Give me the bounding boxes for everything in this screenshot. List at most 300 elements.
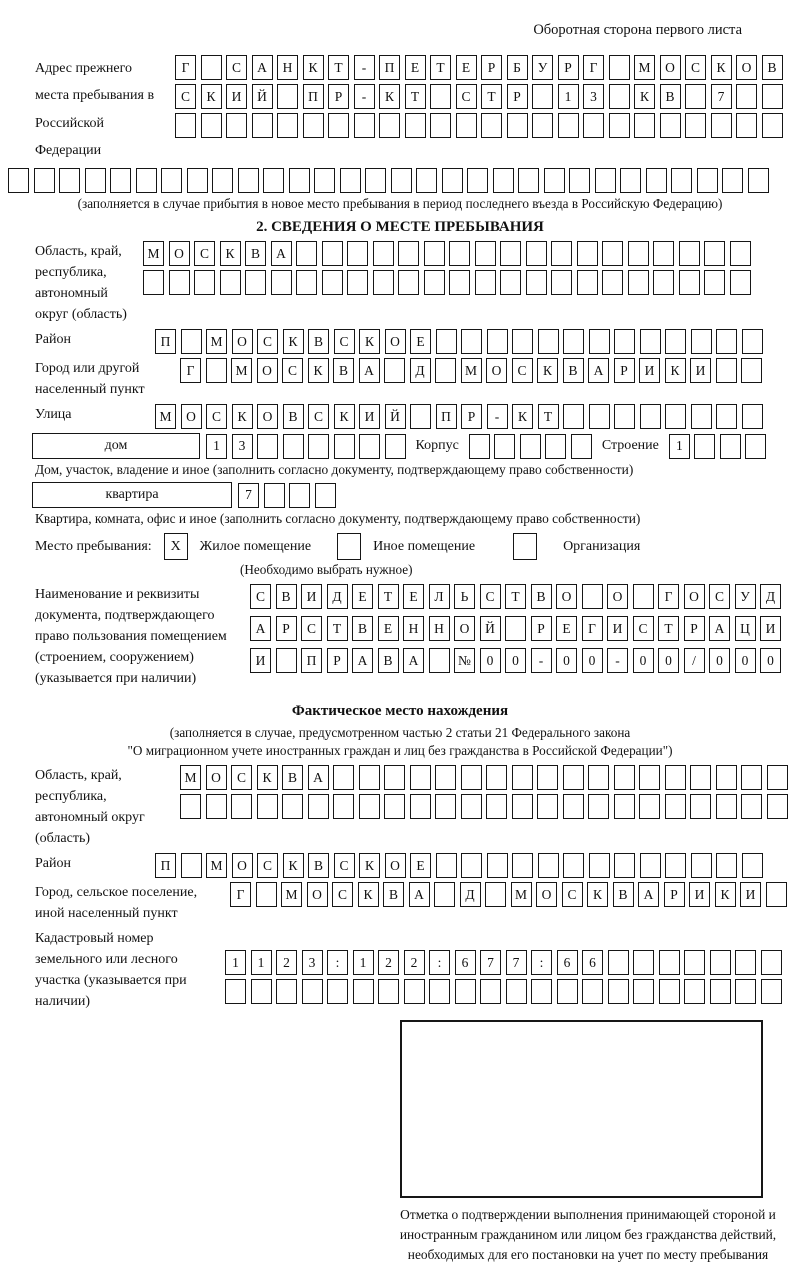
char-cell[interactable] [653, 270, 674, 295]
char-cell[interactable] [735, 950, 756, 975]
char-cell[interactable] [526, 270, 547, 295]
char-cell[interactable] [256, 882, 277, 907]
char-cell[interactable] [434, 882, 455, 907]
char-cell[interactable]: В [378, 648, 399, 673]
char-cell[interactable]: Й [480, 616, 501, 641]
char-cell[interactable]: К [359, 329, 380, 354]
char-cell[interactable] [660, 113, 681, 138]
char-cell[interactable]: 7 [506, 950, 527, 975]
char-cell[interactable] [410, 404, 431, 429]
char-cell[interactable] [640, 329, 661, 354]
char-cell[interactable]: М [231, 358, 252, 383]
char-cell[interactable] [430, 84, 451, 109]
char-cell[interactable]: К [232, 404, 253, 429]
char-cell[interactable]: С [206, 404, 227, 429]
char-cell[interactable]: Д [760, 584, 781, 609]
char-cell[interactable] [263, 168, 284, 193]
char-cell[interactable]: 1 [353, 950, 374, 975]
char-cell[interactable]: О [257, 404, 278, 429]
char-cell[interactable] [487, 329, 508, 354]
char-cell[interactable] [563, 404, 584, 429]
char-cell[interactable] [220, 270, 241, 295]
char-cell[interactable]: С [194, 241, 215, 266]
char-cell[interactable] [710, 979, 731, 1004]
char-cell[interactable] [512, 765, 533, 790]
char-cell[interactable] [252, 113, 273, 138]
char-cell[interactable]: И [301, 584, 322, 609]
char-cell[interactable]: / [684, 648, 705, 673]
char-cell[interactable] [289, 168, 310, 193]
char-cell[interactable]: 7 [238, 483, 259, 508]
char-cell[interactable]: С [512, 358, 533, 383]
char-cell[interactable] [569, 168, 590, 193]
char-cell[interactable] [532, 113, 553, 138]
char-cell[interactable]: С [633, 616, 654, 641]
char-cell[interactable]: М [143, 241, 164, 266]
char-cell[interactable]: И [740, 882, 761, 907]
dom-field[interactable]: дом [32, 433, 200, 459]
char-cell[interactable] [85, 168, 106, 193]
char-cell[interactable] [716, 358, 737, 383]
char-cell[interactable]: Р [328, 84, 349, 109]
char-cell[interactable]: Г [175, 55, 196, 80]
char-cell[interactable] [735, 979, 756, 1004]
char-cell[interactable]: С [456, 84, 477, 109]
char-cell[interactable]: И [226, 84, 247, 109]
char-cell[interactable]: В [308, 329, 329, 354]
char-cell[interactable] [384, 765, 405, 790]
char-cell[interactable] [685, 113, 706, 138]
char-cell[interactable] [456, 113, 477, 138]
char-cell[interactable] [436, 329, 457, 354]
char-cell[interactable]: М [206, 853, 227, 878]
char-cell[interactable]: С [301, 616, 322, 641]
char-cell[interactable]: 2 [378, 950, 399, 975]
char-cell[interactable] [385, 434, 406, 459]
char-cell[interactable]: Е [378, 616, 399, 641]
char-cell[interactable] [238, 168, 259, 193]
char-cell[interactable] [461, 853, 482, 878]
char-cell[interactable]: М [634, 55, 655, 80]
char-cell[interactable] [378, 979, 399, 1004]
char-cell[interactable] [659, 979, 680, 1004]
char-cell[interactable] [558, 113, 579, 138]
char-cell[interactable] [404, 979, 425, 1004]
char-cell[interactable]: Д [327, 584, 348, 609]
char-cell[interactable] [194, 270, 215, 295]
char-cell[interactable] [518, 168, 539, 193]
char-cell[interactable]: Л [429, 584, 450, 609]
char-cell[interactable]: - [354, 55, 375, 80]
char-cell[interactable]: 3 [232, 434, 253, 459]
char-cell[interactable] [424, 270, 445, 295]
char-cell[interactable]: Р [664, 882, 685, 907]
char-cell[interactable] [716, 404, 737, 429]
char-cell[interactable] [520, 434, 541, 459]
char-cell[interactable]: К [257, 765, 278, 790]
char-cell[interactable] [537, 794, 558, 819]
char-cell[interactable]: С [334, 329, 355, 354]
char-cell[interactable] [563, 794, 584, 819]
char-cell[interactable]: С [231, 765, 252, 790]
char-cell[interactable] [588, 765, 609, 790]
char-cell[interactable]: О [556, 584, 577, 609]
char-cell[interactable] [512, 853, 533, 878]
char-cell[interactable] [225, 979, 246, 1004]
char-cell[interactable]: О [232, 853, 253, 878]
char-cell[interactable]: В [762, 55, 783, 80]
char-cell[interactable] [353, 979, 374, 1004]
char-cell[interactable]: Г [658, 584, 679, 609]
char-cell[interactable]: Б [507, 55, 528, 80]
char-cell[interactable] [429, 648, 450, 673]
char-cell[interactable] [614, 329, 635, 354]
char-cell[interactable] [461, 794, 482, 819]
char-cell[interactable] [296, 241, 317, 266]
char-cell[interactable] [379, 113, 400, 138]
char-cell[interactable]: Р [276, 616, 297, 641]
char-cell[interactable] [704, 241, 725, 266]
char-cell[interactable]: Т [505, 584, 526, 609]
char-cell[interactable] [659, 950, 680, 975]
char-cell[interactable] [722, 168, 743, 193]
char-cell[interactable]: К [634, 84, 655, 109]
char-cell[interactable]: Ц [735, 616, 756, 641]
char-cell[interactable] [684, 979, 705, 1004]
char-cell[interactable]: 0 [658, 648, 679, 673]
char-cell[interactable]: 7 [711, 84, 732, 109]
char-cell[interactable] [748, 168, 769, 193]
char-cell[interactable] [691, 853, 712, 878]
char-cell[interactable] [633, 979, 654, 1004]
char-cell[interactable] [410, 765, 431, 790]
char-cell[interactable]: Т [538, 404, 559, 429]
char-cell[interactable]: 3 [302, 950, 323, 975]
char-cell[interactable]: В [352, 616, 373, 641]
char-cell[interactable]: П [155, 853, 176, 878]
char-cell[interactable]: И [359, 404, 380, 429]
char-cell[interactable]: Й [385, 404, 406, 429]
char-cell[interactable]: 3 [583, 84, 604, 109]
char-cell[interactable] [201, 55, 222, 80]
char-cell[interactable]: К [220, 241, 241, 266]
char-cell[interactable]: К [379, 84, 400, 109]
char-cell[interactable] [602, 241, 623, 266]
char-cell[interactable]: 0 [480, 648, 501, 673]
char-cell[interactable]: О [660, 55, 681, 80]
char-cell[interactable]: Е [405, 55, 426, 80]
char-cell[interactable]: К [359, 853, 380, 878]
char-cell[interactable]: Н [429, 616, 450, 641]
char-cell[interactable] [633, 950, 654, 975]
char-cell[interactable] [283, 434, 304, 459]
char-cell[interactable]: С [257, 853, 278, 878]
char-cell[interactable] [537, 765, 558, 790]
char-cell[interactable]: 0 [582, 648, 603, 673]
char-cell[interactable]: М [461, 358, 482, 383]
char-cell[interactable]: - [354, 84, 375, 109]
char-cell[interactable]: Т [327, 616, 348, 641]
char-cell[interactable]: М [155, 404, 176, 429]
char-cell[interactable]: 0 [735, 648, 756, 673]
char-cell[interactable] [430, 113, 451, 138]
char-cell[interactable] [582, 584, 603, 609]
char-cell[interactable]: С [250, 584, 271, 609]
char-cell[interactable]: 6 [557, 950, 578, 975]
char-cell[interactable] [609, 84, 630, 109]
char-cell[interactable]: : [327, 950, 348, 975]
char-cell[interactable] [485, 882, 506, 907]
char-cell[interactable] [276, 979, 297, 1004]
char-cell[interactable]: К [303, 55, 324, 80]
char-cell[interactable]: С [282, 358, 303, 383]
char-cell[interactable]: Е [352, 584, 373, 609]
char-cell[interactable] [742, 853, 763, 878]
char-cell[interactable] [639, 765, 660, 790]
char-cell[interactable]: А [352, 648, 373, 673]
char-cell[interactable]: О [684, 584, 705, 609]
char-cell[interactable] [8, 168, 29, 193]
char-cell[interactable] [741, 358, 762, 383]
char-cell[interactable]: 0 [556, 648, 577, 673]
char-cell[interactable]: К [711, 55, 732, 80]
char-cell[interactable] [480, 979, 501, 1004]
char-cell[interactable]: Е [403, 584, 424, 609]
char-cell[interactable]: У [532, 55, 553, 80]
char-cell[interactable]: В [276, 584, 297, 609]
char-cell[interactable] [633, 584, 654, 609]
char-cell[interactable] [206, 358, 227, 383]
char-cell[interactable] [455, 979, 476, 1004]
char-cell[interactable] [257, 434, 278, 459]
char-cell[interactable]: В [282, 765, 303, 790]
char-cell[interactable]: Т [328, 55, 349, 80]
char-cell[interactable]: С [257, 329, 278, 354]
char-cell[interactable] [716, 794, 737, 819]
char-cell[interactable] [475, 241, 496, 266]
char-cell[interactable]: О [736, 55, 757, 80]
char-cell[interactable] [212, 168, 233, 193]
char-cell[interactable] [449, 270, 470, 295]
char-cell[interactable] [442, 168, 463, 193]
char-cell[interactable]: Т [405, 84, 426, 109]
char-cell[interactable] [373, 270, 394, 295]
char-cell[interactable]: В [308, 853, 329, 878]
char-cell[interactable] [359, 765, 380, 790]
char-cell[interactable] [710, 950, 731, 975]
char-cell[interactable]: О [206, 765, 227, 790]
char-cell[interactable] [609, 113, 630, 138]
char-cell[interactable] [506, 979, 527, 1004]
char-cell[interactable]: А [588, 358, 609, 383]
char-cell[interactable] [563, 853, 584, 878]
char-cell[interactable] [653, 241, 674, 266]
char-cell[interactable]: О [607, 584, 628, 609]
char-cell[interactable]: С [175, 84, 196, 109]
char-cell[interactable]: С [709, 584, 730, 609]
char-cell[interactable]: М [511, 882, 532, 907]
char-cell[interactable]: М [180, 765, 201, 790]
char-cell[interactable]: 1 [669, 434, 690, 459]
char-cell[interactable] [245, 270, 266, 295]
char-cell[interactable]: Р [327, 648, 348, 673]
char-cell[interactable]: В [531, 584, 552, 609]
checkbox-inoe[interactable] [337, 533, 361, 560]
checkbox-org[interactable] [513, 533, 537, 560]
char-cell[interactable] [289, 483, 310, 508]
char-cell[interactable] [532, 84, 553, 109]
char-cell[interactable] [639, 794, 660, 819]
char-cell[interactable]: Е [410, 853, 431, 878]
char-cell[interactable] [602, 270, 623, 295]
char-cell[interactable]: Г [583, 55, 604, 80]
char-cell[interactable] [716, 329, 737, 354]
char-cell[interactable]: Н [277, 55, 298, 80]
char-cell[interactable] [391, 168, 412, 193]
char-cell[interactable] [487, 853, 508, 878]
char-cell[interactable]: Ь [454, 584, 475, 609]
char-cell[interactable]: Е [456, 55, 477, 80]
char-cell[interactable]: К [537, 358, 558, 383]
char-cell[interactable] [767, 794, 788, 819]
char-cell[interactable]: С [332, 882, 353, 907]
char-cell[interactable] [614, 404, 635, 429]
char-cell[interactable] [359, 434, 380, 459]
char-cell[interactable]: 2 [276, 950, 297, 975]
char-cell[interactable]: К [665, 358, 686, 383]
char-cell[interactable] [416, 168, 437, 193]
char-cell[interactable] [544, 168, 565, 193]
char-cell[interactable]: А [271, 241, 292, 266]
char-cell[interactable]: 6 [455, 950, 476, 975]
char-cell[interactable] [161, 168, 182, 193]
char-cell[interactable]: С [480, 584, 501, 609]
char-cell[interactable]: С [226, 55, 247, 80]
char-cell[interactable]: И [639, 358, 660, 383]
char-cell[interactable]: К [358, 882, 379, 907]
char-cell[interactable] [201, 113, 222, 138]
char-cell[interactable]: В [563, 358, 584, 383]
char-cell[interactable]: И [690, 358, 711, 383]
char-cell[interactable]: - [531, 648, 552, 673]
char-cell[interactable] [435, 358, 456, 383]
char-cell[interactable]: О [169, 241, 190, 266]
char-cell[interactable]: И [607, 616, 628, 641]
char-cell[interactable] [481, 113, 502, 138]
char-cell[interactable] [359, 794, 380, 819]
char-cell[interactable] [742, 404, 763, 429]
char-cell[interactable]: А [709, 616, 730, 641]
char-cell[interactable] [665, 765, 686, 790]
char-cell[interactable]: : [531, 950, 552, 975]
char-cell[interactable] [512, 794, 533, 819]
char-cell[interactable] [110, 168, 131, 193]
char-cell[interactable] [614, 853, 635, 878]
char-cell[interactable] [34, 168, 55, 193]
char-cell[interactable]: С [562, 882, 583, 907]
char-cell[interactable] [679, 270, 700, 295]
char-cell[interactable] [322, 270, 343, 295]
char-cell[interactable] [697, 168, 718, 193]
char-cell[interactable] [704, 270, 725, 295]
char-cell[interactable]: Р [461, 404, 482, 429]
char-cell[interactable] [742, 329, 763, 354]
char-cell[interactable] [716, 853, 737, 878]
char-cell[interactable] [251, 979, 272, 1004]
char-cell[interactable] [340, 168, 361, 193]
char-cell[interactable] [608, 950, 629, 975]
char-cell[interactable]: И [689, 882, 710, 907]
char-cell[interactable] [315, 483, 336, 508]
char-cell[interactable] [59, 168, 80, 193]
char-cell[interactable] [720, 434, 741, 459]
char-cell[interactable] [384, 794, 405, 819]
char-cell[interactable] [741, 794, 762, 819]
char-cell[interactable] [766, 882, 787, 907]
char-cell[interactable] [308, 434, 329, 459]
char-cell[interactable]: 1 [206, 434, 227, 459]
char-cell[interactable]: В [333, 358, 354, 383]
char-cell[interactable]: 0 [709, 648, 730, 673]
char-cell[interactable] [461, 329, 482, 354]
char-cell[interactable] [577, 241, 598, 266]
char-cell[interactable] [486, 794, 507, 819]
char-cell[interactable] [405, 113, 426, 138]
char-cell[interactable] [671, 168, 692, 193]
char-cell[interactable] [467, 168, 488, 193]
char-cell[interactable] [365, 168, 386, 193]
char-cell[interactable] [646, 168, 667, 193]
char-cell[interactable]: Т [658, 616, 679, 641]
char-cell[interactable]: А [638, 882, 659, 907]
char-cell[interactable] [333, 765, 354, 790]
char-cell[interactable] [136, 168, 157, 193]
char-cell[interactable] [665, 794, 686, 819]
char-cell[interactable]: О [385, 853, 406, 878]
char-cell[interactable] [767, 765, 788, 790]
char-cell[interactable] [169, 270, 190, 295]
char-cell[interactable] [327, 979, 348, 1004]
char-cell[interactable]: П [301, 648, 322, 673]
char-cell[interactable] [736, 84, 757, 109]
char-cell[interactable] [730, 270, 751, 295]
char-cell[interactable]: С [685, 55, 706, 80]
char-cell[interactable] [665, 329, 686, 354]
char-cell[interactable] [691, 329, 712, 354]
kvartira-field[interactable]: квартира [32, 482, 232, 508]
char-cell[interactable]: Т [481, 84, 502, 109]
char-cell[interactable] [741, 765, 762, 790]
char-cell[interactable] [373, 241, 394, 266]
char-cell[interactable] [614, 794, 635, 819]
char-cell[interactable] [736, 113, 757, 138]
char-cell[interactable] [264, 483, 285, 508]
char-cell[interactable]: 0 [505, 648, 526, 673]
char-cell[interactable] [354, 113, 375, 138]
char-cell[interactable]: 0 [760, 648, 781, 673]
char-cell[interactable] [398, 241, 419, 266]
char-cell[interactable]: 0 [633, 648, 654, 673]
char-cell[interactable] [711, 113, 732, 138]
char-cell[interactable]: К [587, 882, 608, 907]
char-cell[interactable]: П [379, 55, 400, 80]
char-cell[interactable] [333, 794, 354, 819]
char-cell[interactable]: О [257, 358, 278, 383]
char-cell[interactable] [226, 113, 247, 138]
char-cell[interactable] [271, 270, 292, 295]
char-cell[interactable]: Р [507, 84, 528, 109]
char-cell[interactable] [665, 853, 686, 878]
